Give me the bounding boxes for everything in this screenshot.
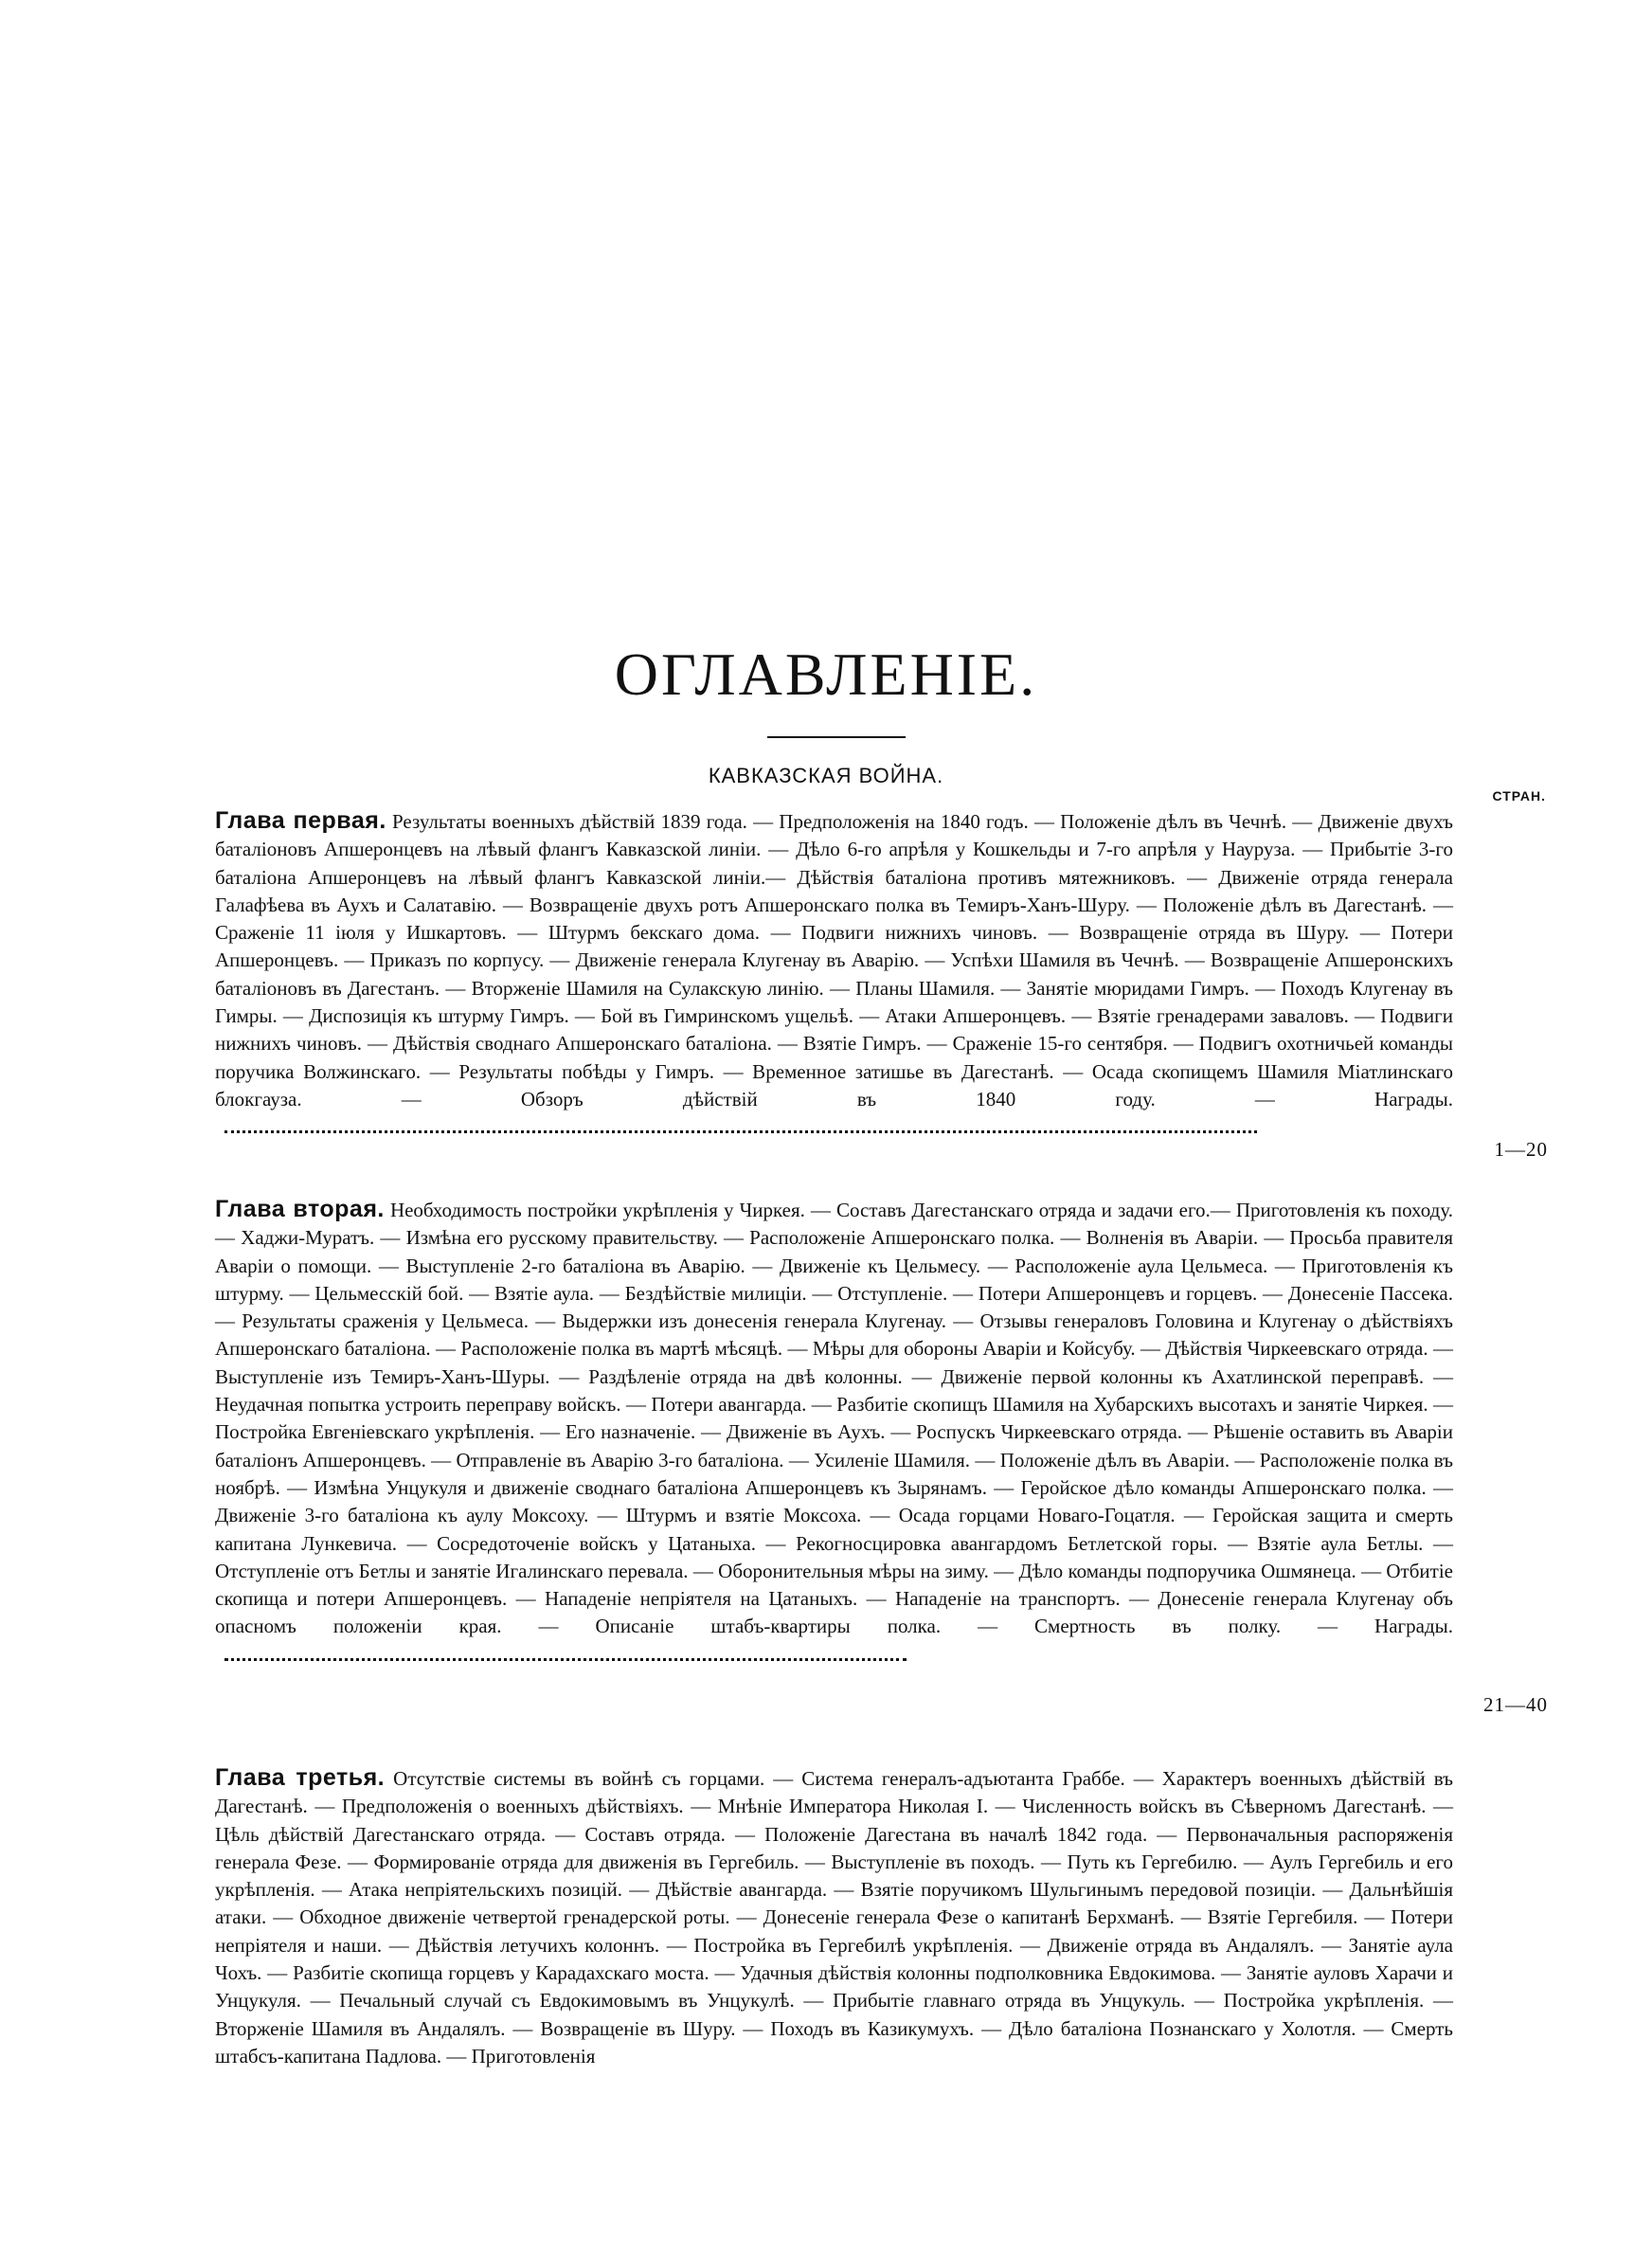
chapter-heading: Глава третья. [215,1764,386,1791]
chapter-entry [215,807,1453,1142]
section-subtitle: КАВКАЗСКАЯ ВОЙНА. [708,764,944,787]
leader-dots [224,1652,907,1661]
chapter-summary: Результаты военныхъ дѣйствій 1839 года. — Предположенія на 1840 годъ. — Положеніе дѣлъ въ Чечнѣ. — Движеніе двухъ баталіоновъ Апшеронцевъ на лѣвый флангъ Кавказской линіи. — Дѣло 6-го апрѣля у Кошкельды и 7-го апрѣля у Науруза. — Прибытіе 3-го баталіона Апшеронцевъ на лѣвый флангъ Кавказской линіи.— Дѣйствія баталіона противъ мятежниковъ. — Движеніе отряда генерала Галафѣева въ Аухъ и Салатавію. — Возвращеніе двухъ ротъ Апшеронскаго полка въ Темиръ-Ханъ-Шуру. — Положеніе дѣлъ въ Дагестанѣ. — Сраженіе 11 іюля у Ишкартовъ. — Штурмъ бекскаго дома. — Подвиги нижнихъ чиновъ. — Возвращеніе отряда въ Шуру. — Потери Апшеронцевъ. — Приказъ по корпусу. — Движеніе генерала Клугенау въ Аварію. — Успѣхи Шамиля въ Чечнѣ. — Возвращеніе Апшеронскихъ баталіоновъ въ Дагестанъ. — Вторженіе Шамиля на Сулакскую линію. — Планы Шамиля. — Занятіе мюридами Гимръ. — Походъ Клугенау въ Гимры. — Диспозиція къ штурму Гимръ. — Бой въ Гимринскомъ ущельѣ. — Атаки Апшеронцевъ. — Взятіе гренадерами заваловъ. — Подвиги нижнихъ чиновъ. — Дѣйствія своднаго Апшеронскаго баталіона. — Взятіе Гимръ. — Сраженіе 15-го сентября. — Подвигъ охотничьей команды поручика Волжинскаго. — Результаты побѣды у Гимръ. — Временное затишье въ Дагестанѣ. — Осада скопищемъ Шамиля Міатлинскаго блокгауза. — Обзоръ дѣйствій въ 1840 году. — Награды. [215,810,1453,1110]
title-divider [767,736,906,738]
pages-column-label: СТРАН. [1492,788,1546,803]
leader-dots [224,1125,1257,1133]
page-title: ОГЛАВЛЕНІЕ. [614,641,1038,708]
chapter-entry [215,1764,1453,2070]
chapter-heading: Глава первая. [215,807,386,834]
chapter-summary: Отсутствіе системы въ войнѣ съ горцами. — Система генералъ-адъютанта Граббе. — Характеръ военныхъ дѣйствій въ Дагестанѣ. — Предположенія о военныхъ дѣйствіяхъ. — Мнѣніе Императора Николая I. — Численность войскъ въ Сѣверномъ Дагестанѣ. — Цѣль дѣйствій Дагестанскаго отряда. — Составъ отряда. — Положеніе Дагестана въ началѣ 1842 года. — Первоначальныя распоряженія генерала Фезе. — Формированіе отряда для движенія въ Гергебиль. — Выступленіе въ походъ. — Путь къ Гергебилю. — Аулъ Гергебиль и его укрѣпленія. — Атака непріятельскихъ позицій. — Дѣйствіе авангарда. — Взятіе поручикомъ Шульгинымъ передовой позиціи. — Дальнѣйшія атаки. — Обходное движеніе четвертой гренадерской роты. — Донесеніе генерала Фезе о капитанѣ Берхманѣ. — Взятіе Гергебиля. — Потери непріятеля и наши. — Дѣйствія летучихъ колоннъ. — Постройка въ Гергебилѣ укрѣпленія. — Движеніе отряда въ Андалялъ. — Занятіе аула Чохъ. — Разбитіе скопища горцевъ у Карадахскаго моста. — Удачныя дѣйствія колонны подполковника Евдокимова. — Занятіе ауловъ Харачи и Унцукуля. — Печальный случай съ Евдокимовымъ въ Унцукулѣ. — Прибытіе главнаго отряда въ Унцукуль. — Постройка укрѣпленія. — Вторженіе Шамиля въ Андалялъ. — Возвращеніе въ Шуру. — Походъ въ Казикумухъ. — Дѣло баталіона Познанскаго у Холотля. — Смерть штабсъ-капитана Падлова. — Приготовленія [215,1767,1453,2067]
chapter-page-range: 21—40 [1483,1693,1548,1716]
chapter-heading: Глава вторая. [215,1196,385,1222]
chapter-entry [215,1196,1453,1669]
chapter-page-range: 1—20 [1494,1138,1548,1161]
chapter-summary: Необходимость постройки укрѣпленія у Чиркея. — Составъ Дагестанскаго отряда и задачи его.— Приготовленія къ походу. — Хаджи-Муратъ. — Измѣна его русскому правительству. — Расположеніе Апшеронскаго полка. — Волненія въ Аваріи. — Просьба правителя Аваріи о помощи. — Выступленіе 2-го баталіона въ Аварію. — Движеніе къ Цельмесу. — Расположеніе аула Цельмеса. — Приготовленія къ штурму. — Цельмесскій бой. — Взятіе аула. — Бездѣйствіе милиціи. — Отступленіе. — Потери Апшеронцевъ и горцевъ. — Донесеніе Пассека. — Результаты сраженія у Цельмеса. — Выдержки изъ донесенія генерала Клугенау. — Отзывы генераловъ Головина и Клугенау о дѣйствіяхъ Апшеронскаго баталіона. — Расположеніе полка въ мартѣ мѣсяцѣ. — Мѣры для обороны Аваріи и Койсубу. — Дѣйствія Чиркеевскаго отряда. — Выступленіе изъ Темиръ-Ханъ-Шуры. — Раздѣленіе отряда на двѣ колонны. — Движеніе первой колонны къ Ахатлинской переправѣ. — Неудачная попытка устроить переправу войскъ. — Потери авангарда. — Разбитіе скопищъ Шамиля на Хубарскихъ высотахъ и занятіе Чиркея. — Постройка Евгеніевскаго укрѣпленія. — Его назначеніе. — Движеніе въ Аухъ. — Роспускъ Чиркеевскаго отряда. — Рѣшеніе оставить въ Аваріи баталіонъ Апшеронцевъ. — Отправленіе въ Аварію 3-го баталіона. — Усиленіе Шамиля. — Положеніе дѣлъ въ Аваріи. — Расположеніе полка въ ноябрѣ. — Измѣна Унцукуля и движеніе своднаго баталіона Апшеронцевъ къ Зырянамъ. — Геройское дѣло команды Апшеронскаго полка. — Движеніе 3-го баталіона къ аулу Моксоху. — Штурмъ и взятіе Моксоха. — Осада горцами Новаго-Гоцатля. — Геройская защита и смерть капитана Лункевича. — Сосредоточеніе войскъ у Цатаныха. — Рекогносцировка авангардомъ Бетлетской горы. — Взятіе аула Бетлы. — Отступленіе отъ Бетлы и занятіе Игалинскаго перевала. — Оборонительныя мѣры на зиму. — Дѣло команды подпоручика Ошмянеца. — Отбитіе скопища и потери Апшеронцевъ. — Нападеніе непріятеля на Цатаныхъ. — Нападеніе на транспортъ. — Донесеніе генерала Клугенау объ опасномъ положеніи края. — Описаніе штабъ-квартиры полка. — Смертность въ полку. — Награды. [215,1199,1453,1638]
